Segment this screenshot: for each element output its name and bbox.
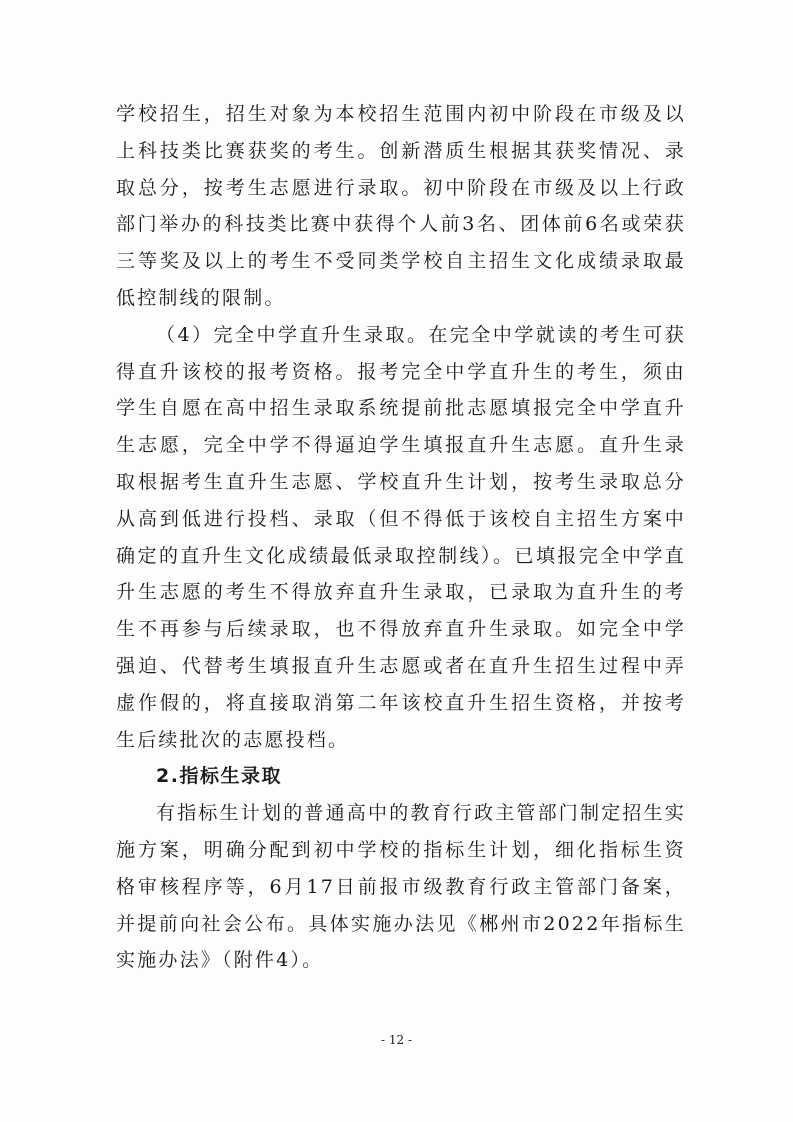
page-content bbox=[116, 96, 686, 979]
paragraph-quota-admission: 有指标生计划的普通高中的教育行政主管部门制定招生实施方案，明确分配到初中学校的指标生计划，细化指标生资格审核程序等，6月17日前报市级教育行政主管部门备案，并提前向社会公布。具体实施办法见《郴州市2022年指标生实施办法》（附件4）。 bbox=[116, 802, 687, 972]
paragraph-direct-promotion: （4）完全中学直升生录取。在完全中学就读的考生可获得直升该校的报考资格。报考完全中学直升生的考生，须由学生自愿在高中招生录取系统提前批志愿填报完全中学直升生志愿，完全中学不得逼迫学生填报直升生志愿。直升生录取根据考生直升生志愿、学校直升生计划，按考生录取总分从高到低进行投档、录取（但不得低于该校自主招生方案中确定的直升生文化成绩最低录取控制线）。已填报完全中学直升生志愿的考生不得放弃直升生录取，已录取为直升生的考生不再参与后续录取，也不得放弃直升生录取。如完全中学强迫、代替考生填报直升生志愿或者在直升生招生过程中弄虚作假的，将直接取消第二年该校直升生招生资格，并按考生后续批次的志愿投档。 bbox=[116, 323, 686, 751]
section-heading-quota-admission: 2.指标生录取 bbox=[156, 765, 282, 788]
page-number: - 12 - bbox=[380, 1033, 412, 1047]
paragraph-innovation-admission: 学校招生，招生对象为本校招生范围内初中阶段在市级及以上科技类比赛获奖的考生。创新潜质生根据其获奖情况、录取总分，按考生志愿进行录取。初中阶段在市级及以上行政部门举办的科技类比赛中获得个人前3名、团体前6名或荣获三等奖及以上的考生不受同类学校自主招生文化成绩录取最低控制线的限制。 bbox=[116, 103, 686, 309]
